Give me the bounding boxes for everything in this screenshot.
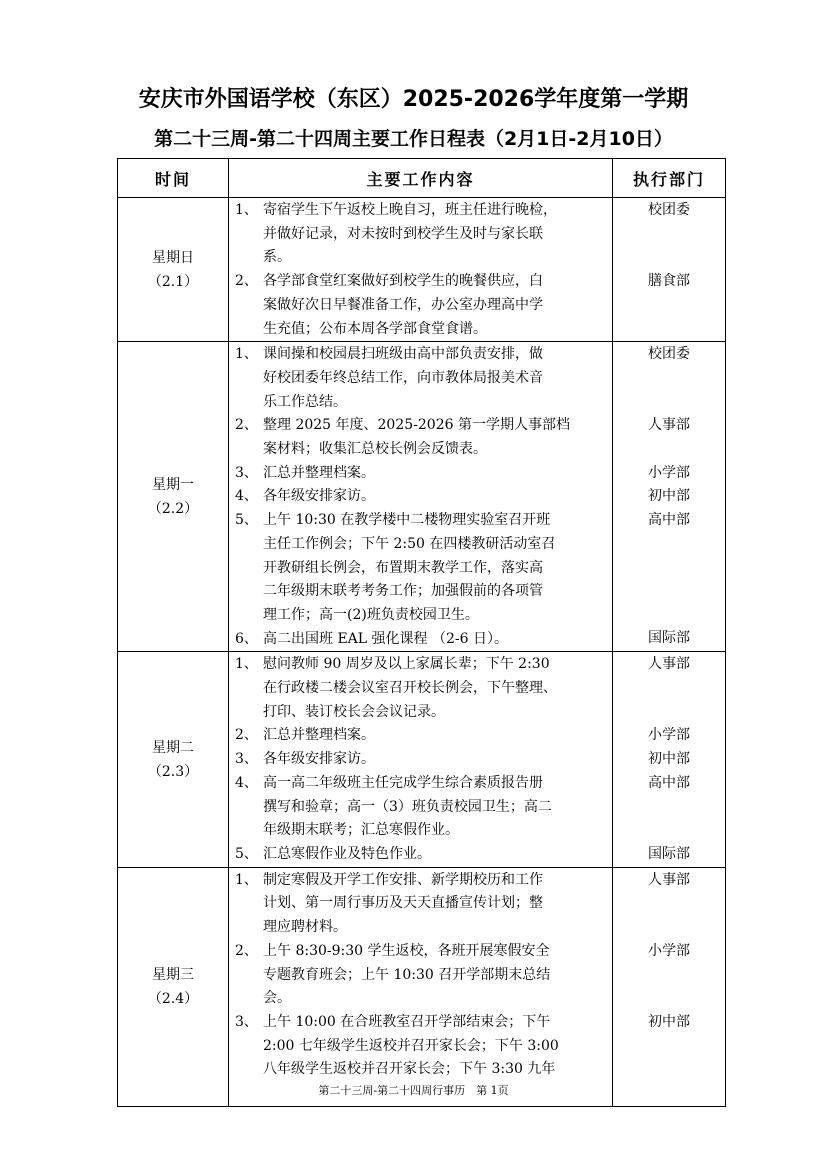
- schedule-table: [117, 158, 726, 1107]
- item-text-line: 生充值；公布本周各学部食堂食谱。: [263, 320, 487, 337]
- item-text-line: 上午 8:30-9:30 学生返校，各班开展寒假安全: [263, 942, 550, 959]
- dept-label: [613, 1058, 725, 1082]
- list-item: [235, 199, 608, 270]
- header-time: 时间: [118, 159, 229, 198]
- item-text: [263, 748, 608, 772]
- item-text-line: 八年级学生返校并召开家长会；下午 3:30 九年: [263, 1061, 556, 1078]
- item-text-line: 二年级期末联考考务工作；加强假前的各项管: [263, 583, 543, 600]
- item-text: [263, 485, 608, 509]
- list-item: [235, 628, 608, 652]
- item-text: [263, 462, 608, 486]
- dept-label: 国际部: [648, 845, 690, 862]
- content-cell: [229, 342, 613, 652]
- dept-label: [613, 317, 725, 341]
- dept-label: [613, 963, 725, 987]
- dept-label: 初中部: [648, 751, 690, 768]
- dept-label: [613, 294, 725, 318]
- content-cell: [229, 652, 613, 867]
- dept-label: 高中部: [648, 774, 690, 791]
- item-text-line: 打印、装订校长会会议记录。: [263, 703, 445, 720]
- dept-label: [613, 987, 725, 1011]
- item-text-line: 汇总寒假作业及特色作业。: [263, 845, 431, 862]
- list-item: [235, 343, 608, 414]
- item-text-line: 各学部食堂红案做好到校学生的晚餐供应，白: [263, 273, 543, 290]
- item-text-line: 乐工作总结。: [263, 393, 347, 410]
- dept-label: 国际部: [648, 630, 690, 647]
- dept-label: 小学部: [648, 464, 690, 481]
- document-subtitle: 第二十三周-第二十四周主要工作日程表（2月1日-2月10日）: [154, 128, 673, 150]
- list-item: [235, 270, 608, 341]
- item-number: 4、: [235, 774, 258, 791]
- list-item: [235, 748, 608, 772]
- page-footer: 第二十三周-第二十四周行事历 第 1页: [318, 1084, 509, 1097]
- dept-label: 校团委: [648, 202, 690, 218]
- item-text-line: 高一高二年级班主任完成学生综合素质报告册: [263, 774, 543, 791]
- item-number: 2、: [235, 727, 258, 744]
- list-item: [235, 414, 608, 461]
- item-text: [263, 843, 608, 867]
- item-text-line: 高二出国班 EAL 强化课程 （2-6 日）。: [263, 630, 508, 647]
- dept-label: [613, 677, 725, 701]
- item-text-line: 撰写和验章；高一（3）班负责校园卫生；高二: [263, 798, 552, 815]
- date-label: （2.2）: [147, 500, 199, 517]
- item-text: [263, 869, 608, 940]
- item-text-line: 汇总并整理档案。: [263, 727, 375, 744]
- dept-cell: [613, 867, 726, 1106]
- item-text: [263, 343, 608, 414]
- item-text-line: 系。: [263, 249, 291, 266]
- item-number: 1、: [235, 202, 258, 218]
- item-text: [263, 724, 608, 748]
- dept-label: [613, 246, 725, 270]
- list-item: [235, 772, 608, 843]
- item-text-line: 案做好次日早餐准备工作，办公室办理高中学: [263, 296, 543, 313]
- date-label: （2.1）: [147, 273, 199, 290]
- day-cell: [118, 867, 229, 1106]
- item-text: [263, 1011, 608, 1082]
- table-header-row: [118, 159, 726, 198]
- list-item: [235, 869, 608, 940]
- item-number: 5、: [235, 512, 258, 529]
- list-item: [235, 843, 608, 867]
- dept-label: [613, 1035, 725, 1059]
- item-text-line: 理应聘材料。: [263, 919, 347, 936]
- dept-label: 初中部: [648, 1013, 690, 1030]
- item-text-line: 计划、第一周行事历及天天直播宣传计划；整: [263, 895, 543, 912]
- item-text: [263, 414, 608, 461]
- item-text: [263, 940, 608, 1011]
- item-number: 4、: [235, 488, 258, 505]
- item-number: 2、: [235, 417, 258, 434]
- dept-cell: [613, 342, 726, 652]
- dept-label: 小学部: [648, 727, 690, 744]
- dept-label: 膳食部: [648, 273, 690, 290]
- day-cell: [118, 342, 229, 652]
- dept-label: [613, 391, 725, 415]
- table-row: [118, 342, 726, 652]
- dept-label: [613, 892, 725, 916]
- item-number: 5、: [235, 845, 258, 862]
- dept-label: 人事部: [648, 656, 690, 673]
- list-item: [235, 724, 608, 748]
- date-label: （2.4）: [147, 990, 199, 1007]
- document-title: 安庆市外国语学校（东区）2025-2026学年度第一学期: [138, 87, 689, 112]
- item-number: 6、: [235, 630, 258, 647]
- dept-label: 人事部: [648, 417, 690, 434]
- item-number: 1、: [235, 871, 258, 888]
- dept-cell: [613, 652, 726, 867]
- item-text-line: 专题教育班会；上午 10:30 召开学部期末总结: [263, 966, 551, 983]
- item-text: [263, 509, 608, 628]
- content-cell: [229, 198, 613, 342]
- dept-label: [613, 223, 725, 247]
- item-text-line: 并做好记录，对未按时到校学生及时与家长联: [263, 225, 543, 242]
- item-text: [263, 653, 608, 724]
- list-item: [235, 485, 608, 509]
- item-text-line: 案材料；收集汇总校长例会反馈表。: [263, 441, 487, 458]
- item-text: [263, 772, 608, 843]
- item-text-line: 整理 2025 年度、2025-2026 第一学期人事部档: [263, 417, 570, 434]
- content-cell: [229, 867, 613, 1106]
- item-text-line: 上午 10:00 在合班教室召开学部结束会；下午: [263, 1013, 551, 1030]
- item-text-line: 课间操和校园晨扫班级由高中部负责安排，做: [263, 346, 543, 363]
- item-text-line: 各年级安排家访。: [263, 751, 375, 768]
- table-row: [118, 198, 726, 342]
- dept-label: 校团委: [648, 346, 690, 363]
- item-text: [263, 270, 608, 341]
- dept-label: [613, 604, 725, 628]
- item-text-line: 汇总并整理档案。: [263, 464, 375, 481]
- dept-label: [613, 819, 725, 843]
- item-number: 1、: [235, 656, 258, 673]
- item-text-line: 理工作；高一(2)班负责校园卫生。: [263, 606, 479, 623]
- item-text-line: 2:00 七年级学生返校并召开家长会；下午 3:00: [263, 1037, 559, 1054]
- header-dept: 执行部门: [613, 159, 726, 198]
- header-content: 主要工作内容: [229, 159, 613, 198]
- list-item: [235, 653, 608, 724]
- dept-label: 初中部: [648, 488, 690, 505]
- table-row: [118, 652, 726, 867]
- dept-label: [613, 438, 725, 462]
- table-row: [118, 867, 726, 1106]
- item-text-line: 开教研组长例会，布置期末教学工作，落实高: [263, 559, 543, 576]
- item-text-line: 慰问教师 90 周岁及以上家属长辈；下午 2:30: [263, 656, 550, 673]
- list-item: [235, 1011, 608, 1082]
- item-text-line: 各年级安排家访。: [263, 488, 375, 505]
- item-number: 3、: [235, 751, 258, 768]
- dept-label: [613, 367, 725, 391]
- item-number: 2、: [235, 273, 258, 290]
- item-text-line: 上午 10:30 在教学楼中二楼物理实验室召开班: [263, 512, 551, 529]
- date-label: （2.3）: [147, 763, 199, 780]
- list-item: [235, 509, 608, 628]
- item-number: 1、: [235, 346, 258, 363]
- weekday-label: 星期一: [152, 476, 194, 493]
- list-item: [235, 462, 608, 486]
- item-text-line: 制定寒假及开学工作安排、新学期校历和工作: [263, 871, 543, 888]
- dept-label: [613, 916, 725, 940]
- item-text: [263, 628, 608, 652]
- item-number: 3、: [235, 1013, 258, 1030]
- item-text-line: 寄宿学生下午返校上晚自习，班主任进行晚检，: [263, 202, 557, 218]
- item-text-line: 主任工作例会；下午 2:50 在四楼教研活动室召: [263, 535, 556, 552]
- day-cell: [118, 652, 229, 867]
- dept-label: [613, 795, 725, 819]
- dept-label: [613, 556, 725, 580]
- item-text-line: 年级期末联考；汇总寒假作业。: [263, 822, 459, 839]
- dept-label: 高中部: [648, 512, 690, 529]
- item-number: 2、: [235, 942, 258, 959]
- day-cell: [118, 198, 229, 342]
- item-number: 3、: [235, 464, 258, 481]
- dept-label: [613, 533, 725, 557]
- item-text-line: 在行政楼二楼会议室召开校长例会，下午整理、: [263, 680, 557, 697]
- dept-label: [613, 580, 725, 604]
- dept-label: [613, 701, 725, 725]
- item-text-line: 好校团委年终总结工作，向市教体局报美术音: [263, 369, 543, 386]
- item-text-line: 会。: [263, 990, 291, 1007]
- weekday-label: 星期日: [152, 249, 194, 266]
- weekday-label: 星期三: [152, 966, 194, 983]
- item-text: [263, 199, 608, 270]
- list-item: [235, 940, 608, 1011]
- dept-label: 小学部: [648, 942, 690, 959]
- dept-cell: [613, 198, 726, 342]
- dept-label: 人事部: [648, 871, 690, 888]
- weekday-label: 星期二: [152, 739, 194, 756]
